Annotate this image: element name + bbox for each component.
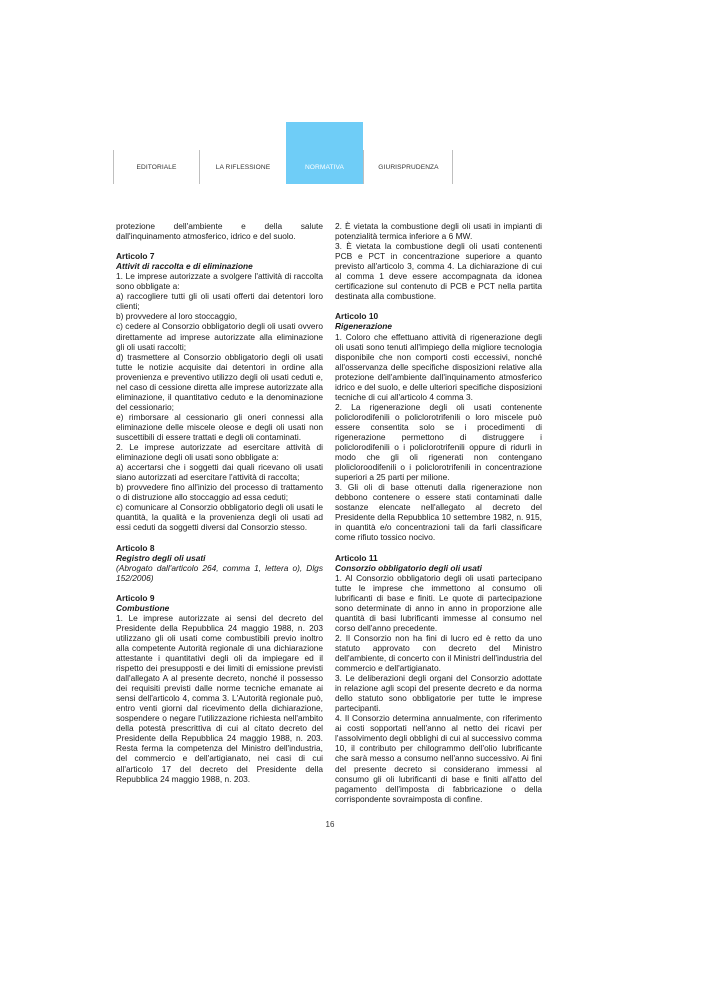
list-item: b) provvedere fino all'inizio del processo di trattamento o di distruzione allo stoccaggio ad essa ceduti; [116, 482, 323, 503]
article-heading: Articolo 7 [116, 251, 155, 262]
list-item: b) provvedere al loro stoccaggio, [116, 311, 238, 322]
list-item: c) cedere al Consorzio obbligatorio degli oli usati ovvero direttamente ad imprese autorizzate alla eliminazione gli oli usati raccolti; [116, 321, 323, 352]
paragraph: 3. Gli oli di base ottenuti dalla rigenerazione non debbono contenere o essere stati contaminati dalle sostanze elencate nell'allegato al decreto del Presidente della Repubblica 10 settembre 1982, n. 915, in quantità e/o concentrazioni tali da farli classificare come rifiuto tossico nocivo. [335, 482, 542, 543]
paragraph: 2. La rigenerazione degli oli usati contenente policlorodifenili o policlorotrifenili o loro miscele può essere consentita solo se i procedimenti di rigenerazione permettono di distruggere i policlorodifenili o i policlorotrifenili oppure di ridurli in modo che gli oli rigenerati non contengano plolicloroodifenili o i policlorotrifenili in concentrazione superiori a 25 parti per milione. [335, 401, 542, 483]
article-heading: Articolo 8 [116, 542, 155, 553]
paragraph: 1. Le imprese autorizzate ai sensi del decreto del Presidente della Repubblica 24 maggio 1988, n. 203 utilizzano gli oli usati come combustibili previo inoltro alla competente Autorità regionale di una dichiarazione attestante i quantitativi degli oli da impiegare ed il rispetto dei presupposti e dei limiti di emissione previsti dall'allegato A al presente decreto, nonché il possesso dei requisiti previsti dalle norme tecniche emanate ai sensi dell'articolo 4, comma 3. L'Autorità regionale può, entro venti giorni dal ricevimento della dichiarazione, sospendere o negare l'utilizzazione richiesta nell'ambito della potestà prescrittiva di cui al citato decreto del Presidente della Repubblica 24 maggio 1988, n. 203. Resta ferma la competenza del Ministro dell'industria, del commercio e dell'artigianato, nei casi di cui all'articolo 17 del decreto del Presidente della Repubblica 24 maggio 1988, n. 203. [116, 612, 323, 784]
list-item: a) raccogliere tutti gli oli usati offerti dai detentori loro clienti; [116, 291, 323, 312]
article-heading: Articolo 9 [116, 592, 155, 603]
article-subtitle: Rigenerazione [335, 321, 393, 332]
list-item: c) comunicare al Consorzio obbligatorio degli oli usati le quantità, la qualità e la provenienza degli oli usati ad essi ceduti da soggetti diversi dal Consorzio stesso. [116, 502, 323, 533]
section-nav [113, 122, 591, 184]
paragraph: 1. Le imprese autorizzate a svolgere l'attività di raccolta sono obbligate a: [116, 271, 323, 292]
tab-giurisprudenza[interactable]: GIURISPRUDENZA [363, 150, 453, 184]
abrogation-note: (Abrogato dall'articolo 264, comma 1, lettera o), Dlgs 152/2006) [116, 562, 323, 583]
article-subtitle: Attivit di raccolta e di eliminazione [116, 261, 253, 272]
article-subtitle: Combustione [116, 602, 170, 613]
tab-la-riflessione[interactable]: LA RIFLESSIONE [199, 150, 286, 184]
list-item: e) rimborsare al cessionario gli oneri connessi alla eliminazione delle miscele oleose e degli oli usati non suscettibili di essere trattati e degli oli contaminati. [116, 411, 323, 442]
left-column [116, 221, 323, 784]
paragraph: protezione dell'ambiente e della salute dall'inquinamento atmosferico, idrico e del suolo. [116, 221, 323, 242]
paragraph: 2. È vietata la combustione degli oli usati in impianti di potenzialità termica inferiore a 6 MW. [335, 221, 542, 242]
tab-editoriale[interactable]: EDITORIALE [113, 150, 199, 184]
paragraph: 1. Coloro che effettuano attività di rigenerazione degli oli usati sono tenuti all'impiego della migliore tecnologia disponibile che non comporti costi eccessivi, nonché all'osservanza delle specifiche disposizioni relative alla protezione dell'ambiente dall'inquinamento atmosferico idrico e del suolo, e delle ulteriori specifiche disposizioni tecniche di cui all'articolo 4 comma 3. [335, 331, 542, 402]
article-subtitle: Consorzio obbligatorio degli oli usati [335, 562, 482, 573]
right-column [335, 221, 542, 804]
list-item: a) accertarsi che i soggetti dai quali ricevano oli usati siano autorizzati ad esercitare l'attività di raccolta; [116, 462, 323, 483]
paragraph: 2. Il Consorzio non ha fini di lucro ed è retto da uno statuto approvato con decreto del Ministro dell'ambiente, di concerto con il Ministri dell'industria del commercio e dell'artigianato. [335, 632, 542, 674]
paragraph: 1. Al Consorzio obbligatorio degli oli usati partecipano tutte le imprese che immettono al consumo oli lubrificanti di base e finiti. Le quote di partecipazione sono determinate di anno in anno in proporzione alle quantità di basi lubrificanti immesse al consumo nel corso dell'anno precedente. [335, 572, 542, 633]
paragraph: 2. Le imprese autorizzate ad esercitare attività di eliminazione degli oli usati sono obbligate a: [116, 442, 323, 463]
paragraph: 3. Le deliberazioni degli organi del Consorzio adottate in relazione agli scopi del presente decreto e da norma dello statuto sono obbligatorie per tutte le imprese partecipanti. [335, 673, 542, 714]
list-item: d) trasmettere al Consorzio obbligatorio degli oli usati tutte le notizie acquisite dai detentori in ordine alla provenienza e preventivo utilizzo degli oli usati ceduti e, nel caso di cessione diretta alle imprese autorizzate alla eliminazione, il quantitativo ceduto e la denominazione del cessionario; [116, 351, 323, 412]
article-subtitle: Registro degli oli usati [116, 552, 206, 563]
article-heading: Articolo 11 [335, 552, 378, 563]
page-number: 16 [325, 820, 335, 829]
tab-normativa-active[interactable]: NORMATIVA [286, 122, 363, 184]
article-heading: Articolo 10 [335, 311, 379, 322]
paragraph: 4. Il Consorzio determina annualmente, con riferimento ai costi sopportati nell'anno al netto dei ricavi per l'assolvimento degli obblighi di cui al successivo comma 10, il contributo per chilogrammo dell'olio lubrificante che sarà messo a consumo nell'anno successivo. Ai fini del presente decreto si considerano immessi al consumo gli oli lubrificanti di base e finiti all'atto del pagamento dell'imposta di fabbricazione o della corrispondente sovraimposta di confine. [335, 713, 542, 804]
paragraph: 3. È vietata la combustione degli oli usati contenenti PCB e PCT in concentrazione superiore a quanto previsto all'articolo 3, comma 4. La dichiarazione di cui al comma 1 deve essere accompagnata da idonea certificazione sul contenuto di PCB e PCT nella partita destinata alla combustione. [335, 241, 542, 302]
